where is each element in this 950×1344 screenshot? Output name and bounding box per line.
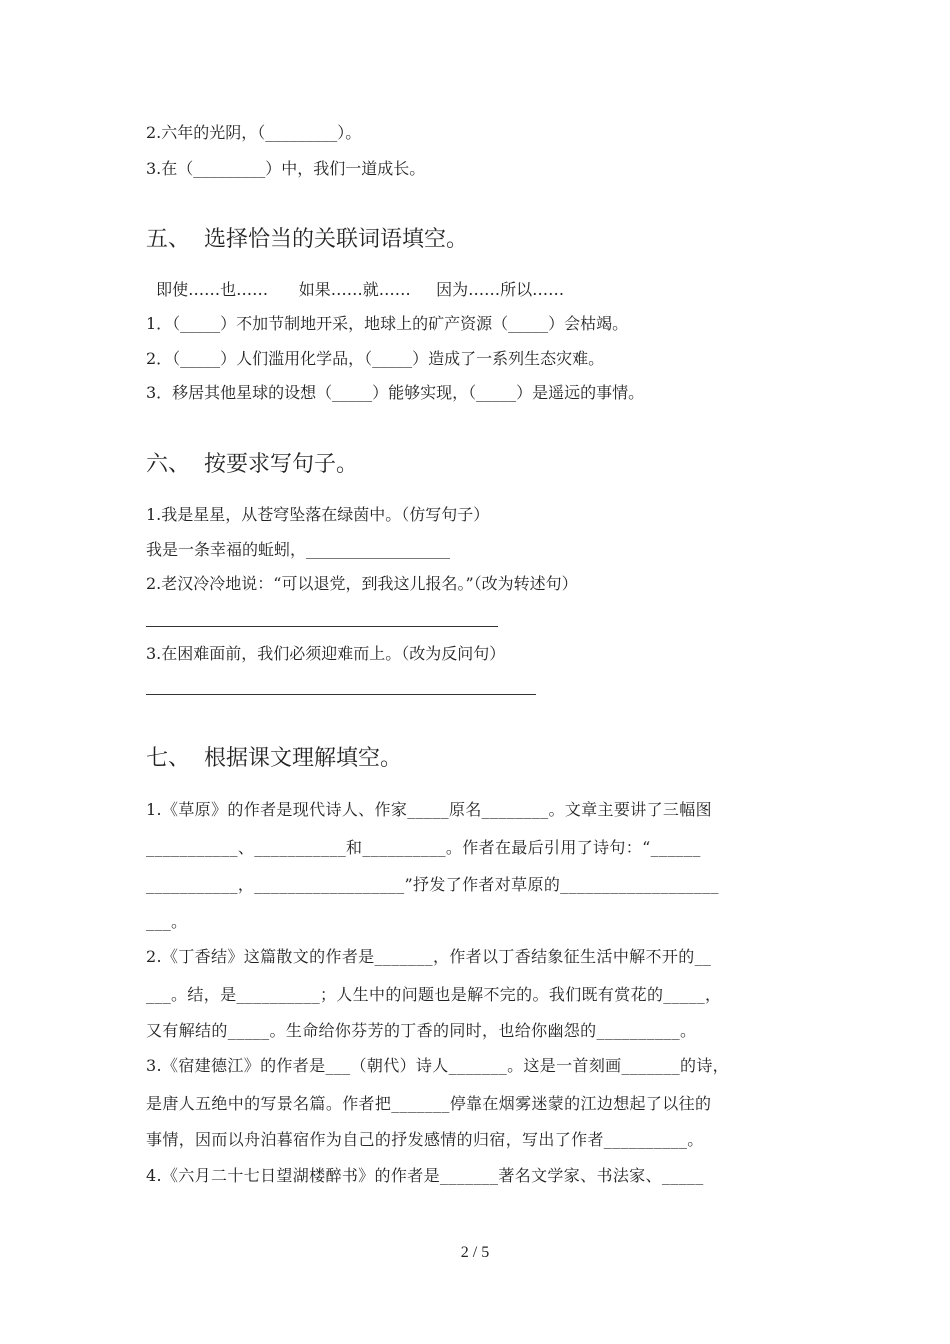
- question-line: 2.六年的光阴，（_________）。: [146, 123, 362, 142]
- answer-line: [146, 626, 498, 627]
- question-line: 2．（_____）人们滥用化学品，（_____）造成了一系列生态灾难。: [146, 349, 605, 368]
- question-line: 1.我是星星，从苍穹坠落在绿茵中。（仿写句子）: [146, 505, 490, 524]
- question-line: 2.老汉冷冷地说：“可以退党，到我这儿报名。”（改为转述句）: [146, 574, 578, 593]
- question-line: 3.在困难面前，我们必须迎难而上。（改为反问句）: [146, 644, 506, 663]
- question-line: 又有解结的_____。生命给你芬芳的丁香的同时，也给你幽怨的__________。: [146, 1021, 697, 1040]
- answer-line: [146, 694, 536, 695]
- question-line: 2.《丁香结》这篇散文的作者是_______，作者以丁香结象征生活中解不开的__: [146, 947, 712, 966]
- word-bank: 即使……也…… 如果……就…… 因为……所以……: [146, 280, 565, 299]
- section-heading-6: 六、 按要求写句子。: [146, 452, 358, 477]
- question-line: ___________、___________和__________。作者在最后引用了诗句：“______: [146, 838, 701, 857]
- question-line: 我是一条幸福的蚯蚓，__________________: [146, 540, 451, 559]
- question-line: 1．（_____）不加节制地开采，地球上的矿产资源（_____）会枯竭。: [146, 314, 629, 333]
- page-number: 2 / 5: [460, 1244, 490, 1261]
- question-line: 是唐人五绝中的写景名篇。作者把_______停靠在烟雾迷蒙的江边想起了以往的: [146, 1094, 712, 1113]
- question-line: ___。: [146, 912, 188, 931]
- question-line: 3．移居其他星球的设想（_____）能够实现，（_____）是遥远的事情。: [146, 383, 645, 402]
- question-line: 3.在（_________）中，我们一道成长。: [146, 159, 426, 178]
- question-line: 1.《草原》的作者是现代诗人、作家_____原名________。文章主要讲了三幅图: [146, 800, 712, 819]
- section-heading-7: 七、 根据课文理解填空。: [146, 746, 402, 771]
- question-line: 3.《宿建德江》的作者是___（朝代）诗人_______。这是一首刻画_______的诗，: [146, 1056, 730, 1075]
- question-line: ___________，__________________”抒发了作者对草原的___________________: [146, 875, 719, 894]
- question-line: 事情，因而以舟泊暮宿作为自己的抒发感情的归宿，写出了作者__________。: [146, 1130, 704, 1149]
- section-heading-5: 五、 选择恰当的关联词语填空。: [146, 227, 468, 252]
- question-line: ___。结，是__________；人生中的问题也是解不完的。我们既有赏花的_____，: [146, 985, 722, 1004]
- question-line: 4.《六月二十七日望湖楼醉书》的作者是_______著名文学家、书法家、_____: [146, 1166, 704, 1185]
